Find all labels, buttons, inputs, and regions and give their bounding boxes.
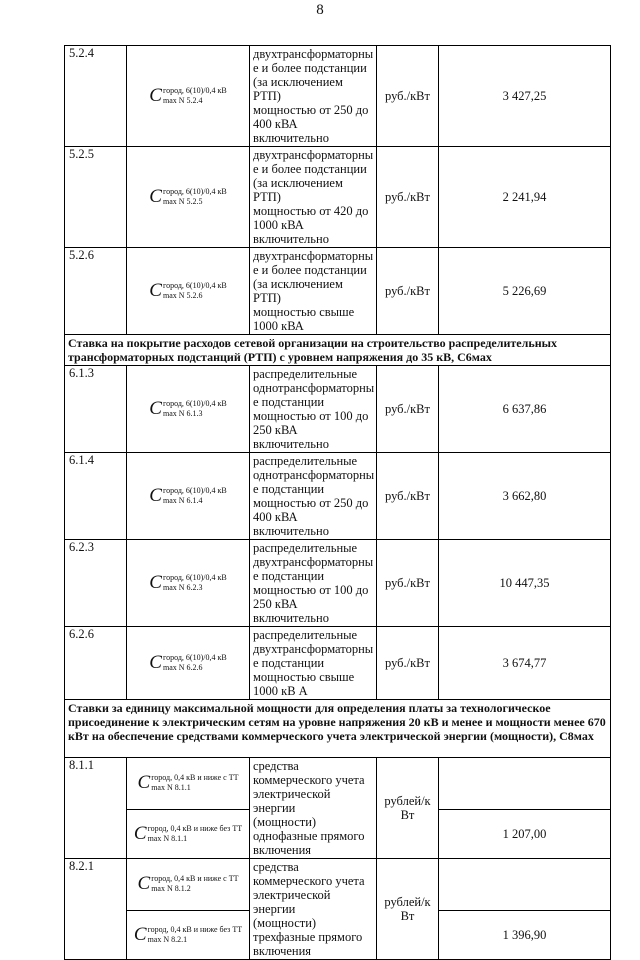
table-row [65,859,611,911]
rate-symbol-letter: C [149,85,162,106]
rate-symbol-superscript: город, 6(10)/0,4 кВ [162,86,227,95]
section-header-row [65,335,611,366]
item-description: двухтрансформаторны е и более подстанции (за исключением РТП) мощностью от 250 до 400 кВА включительно [250,46,377,147]
rate-symbol-subscript: max N 8.1.1 [147,833,188,843]
rate-symbol-letter: C [149,186,162,207]
table-row [65,627,611,700]
rate-symbol-subscript: max N 6.1.3 [162,409,203,418]
rate-symbol-superscript: город, 6(10)/0,4 кВ [162,187,227,196]
rate-symbol-superscript: город, 6(10)/0,4 кВ [162,653,227,662]
rate-symbol-subscript: max N 5.2.5 [162,197,203,206]
unit-cell: руб./кВт [377,627,439,700]
table-row [65,453,611,540]
rate-symbol-letter: C [149,398,162,419]
item-number: 6.1.4 [65,453,127,540]
rate-symbol-letter: C [137,772,151,794]
section-header-row [65,700,611,758]
rate-symbol-superscript: город, 0,4 кВ и ниже с ТТ [151,874,239,884]
section-title: Ставка на покрытие расходов сетевой организации на строительство распределительных трансформаторных подстанций (РТП) с уровнем напряжения до 35 кВ, С6мах [65,335,611,366]
unit-cell: руб./кВт [377,540,439,627]
rate-symbol-superscript: город, 6(10)/0,4 кВ [162,399,227,408]
item-description: распределительные двухтрансформаторны е подстанции мощностью свыше 1000 кВ А [250,627,377,700]
item-description: средства коммерческого учета электрической энергии (мощности) однофазные прямого включения [250,758,377,859]
item-description: двухтрансформаторны е и более подстанции (за исключением РТП) мощностью свыше 1000 кВА [250,248,377,335]
unit-cell: руб./кВт [377,453,439,540]
item-description: средства коммерческого учета электрической энергии (мощности) трехфазные прямого включения [250,859,377,960]
table-row [65,758,611,810]
rate-symbol-superscript: город, 6(10)/0,4 кВ [162,573,227,582]
value-cell: 3 662,80 [439,453,611,540]
value-cell: 5 226,69 [439,248,611,335]
rate-symbol-letter: C [133,923,147,945]
item-number: 6.2.3 [65,540,127,627]
rate-symbol-subscript: max N 8.1.2 [151,884,191,894]
rate-symbol-cell [127,46,250,147]
value-cell: 1 207,00 [439,809,611,858]
unit-cell: руб./кВт [377,366,439,453]
undefined [138,874,239,894]
undefined [149,281,226,301]
item-description: распределительные однотрансформаторны е подстанции мощностью от 250 до 400 кВА включительно [250,453,377,540]
rate-symbol-superscript: город, 6(10)/0,4 кВ [162,281,227,290]
rate-symbol-subscript: max N 8.2.1 [147,934,188,944]
undefined [149,86,226,106]
rate-symbol-cell [127,248,250,335]
item-number: 6.1.3 [65,366,127,453]
rate-symbol-subscript: max N 6.1.4 [162,496,203,505]
rate-symbol-cell [127,758,250,810]
unit-cell: рублей/к Вт [377,758,439,859]
item-number: 5.2.6 [65,248,127,335]
table-row [65,540,611,627]
undefined [134,925,242,945]
value-cell: 10 447,35 [439,540,611,627]
unit-cell: руб./кВт [377,147,439,248]
rate-symbol-subscript: max N 8.1.1 [151,783,191,793]
rate-symbol-cell [127,809,250,858]
table-row [65,366,611,453]
value-cell: 3 674,77 [439,627,611,700]
value-cell: 3 427,25 [439,46,611,147]
undefined [149,573,226,593]
rate-symbol-subscript: max N 6.2.3 [162,583,203,592]
rate-symbol-superscript: город, 0,4 кВ и ниже без ТТ [147,823,243,833]
section-title: Ставки за единицу максимальной мощности для определения платы за технологическое присоединение к электрическим сетям на уровне напряжения 20 кВ и менее и мощности менее 670 кВт на обеспечение средствами коммерческого учета электрической энергии (мощности), С8мах [65,700,611,758]
rate-symbol-cell [127,540,250,627]
value-cell: 2 241,94 [439,147,611,248]
rate-symbol-letter: C [149,572,162,593]
rate-symbol-letter: C [149,280,162,301]
unit-cell: рублей/к Вт [377,859,439,960]
item-number: 6.2.6 [65,627,127,700]
unit-cell: руб./кВт [377,248,439,335]
table-row [65,248,611,335]
rate-symbol-letter: C [133,822,147,844]
undefined [134,824,242,844]
value-cell: 6 637,86 [439,366,611,453]
page-number: 8 [316,2,324,18]
rate-symbol-superscript: город, 0,4 кВ и ниже с ТТ [151,773,239,783]
rate-symbol-superscript: город, 0,4 кВ и ниже без ТТ [147,924,243,934]
item-number: 8.2.1 [65,859,127,960]
undefined [149,486,226,506]
rate-symbol-letter: C [149,485,162,506]
tariff-table [64,45,611,960]
unit-cell: руб./кВт [377,46,439,147]
item-number: 8.1.1 [65,758,127,859]
rate-symbol-cell [127,147,250,248]
rate-symbol-letter: C [149,652,162,673]
rate-symbol-letter: C [137,873,151,895]
undefined [149,399,226,419]
rate-symbol-cell [127,627,250,700]
rate-symbol-cell [127,366,250,453]
item-description: распределительные однотрансформаторны е подстанции мощностью от 100 до 250 кВА включительно [250,366,377,453]
rate-symbol-cell [127,453,250,540]
item-description: двухтрансформаторны е и более подстанции (за исключением РТП) мощностью от 420 до 1000 кВА включительно [250,147,377,248]
value-cell-empty [439,859,611,911]
item-number: 5.2.5 [65,147,127,248]
undefined [138,773,239,793]
value-cell-empty [439,758,611,810]
item-description: распределительные двухтрансформаторны е подстанции мощностью от 100 до 250 кВА включительно [250,540,377,627]
rate-symbol-subscript: max N 6.2.6 [162,663,203,672]
undefined [149,653,226,673]
item-number: 5.2.4 [65,46,127,147]
rate-symbol-cell [127,859,250,911]
table-row [65,46,611,147]
rate-symbol-cell [127,910,250,959]
value-cell: 1 396,90 [439,910,611,959]
rate-symbol-superscript: город, 6(10)/0,4 кВ [162,486,227,495]
undefined [149,187,226,207]
rate-symbol-subscript: max N 5.2.4 [162,96,203,105]
rate-symbol-subscript: max N 5.2.6 [162,291,203,300]
table-row [65,147,611,248]
